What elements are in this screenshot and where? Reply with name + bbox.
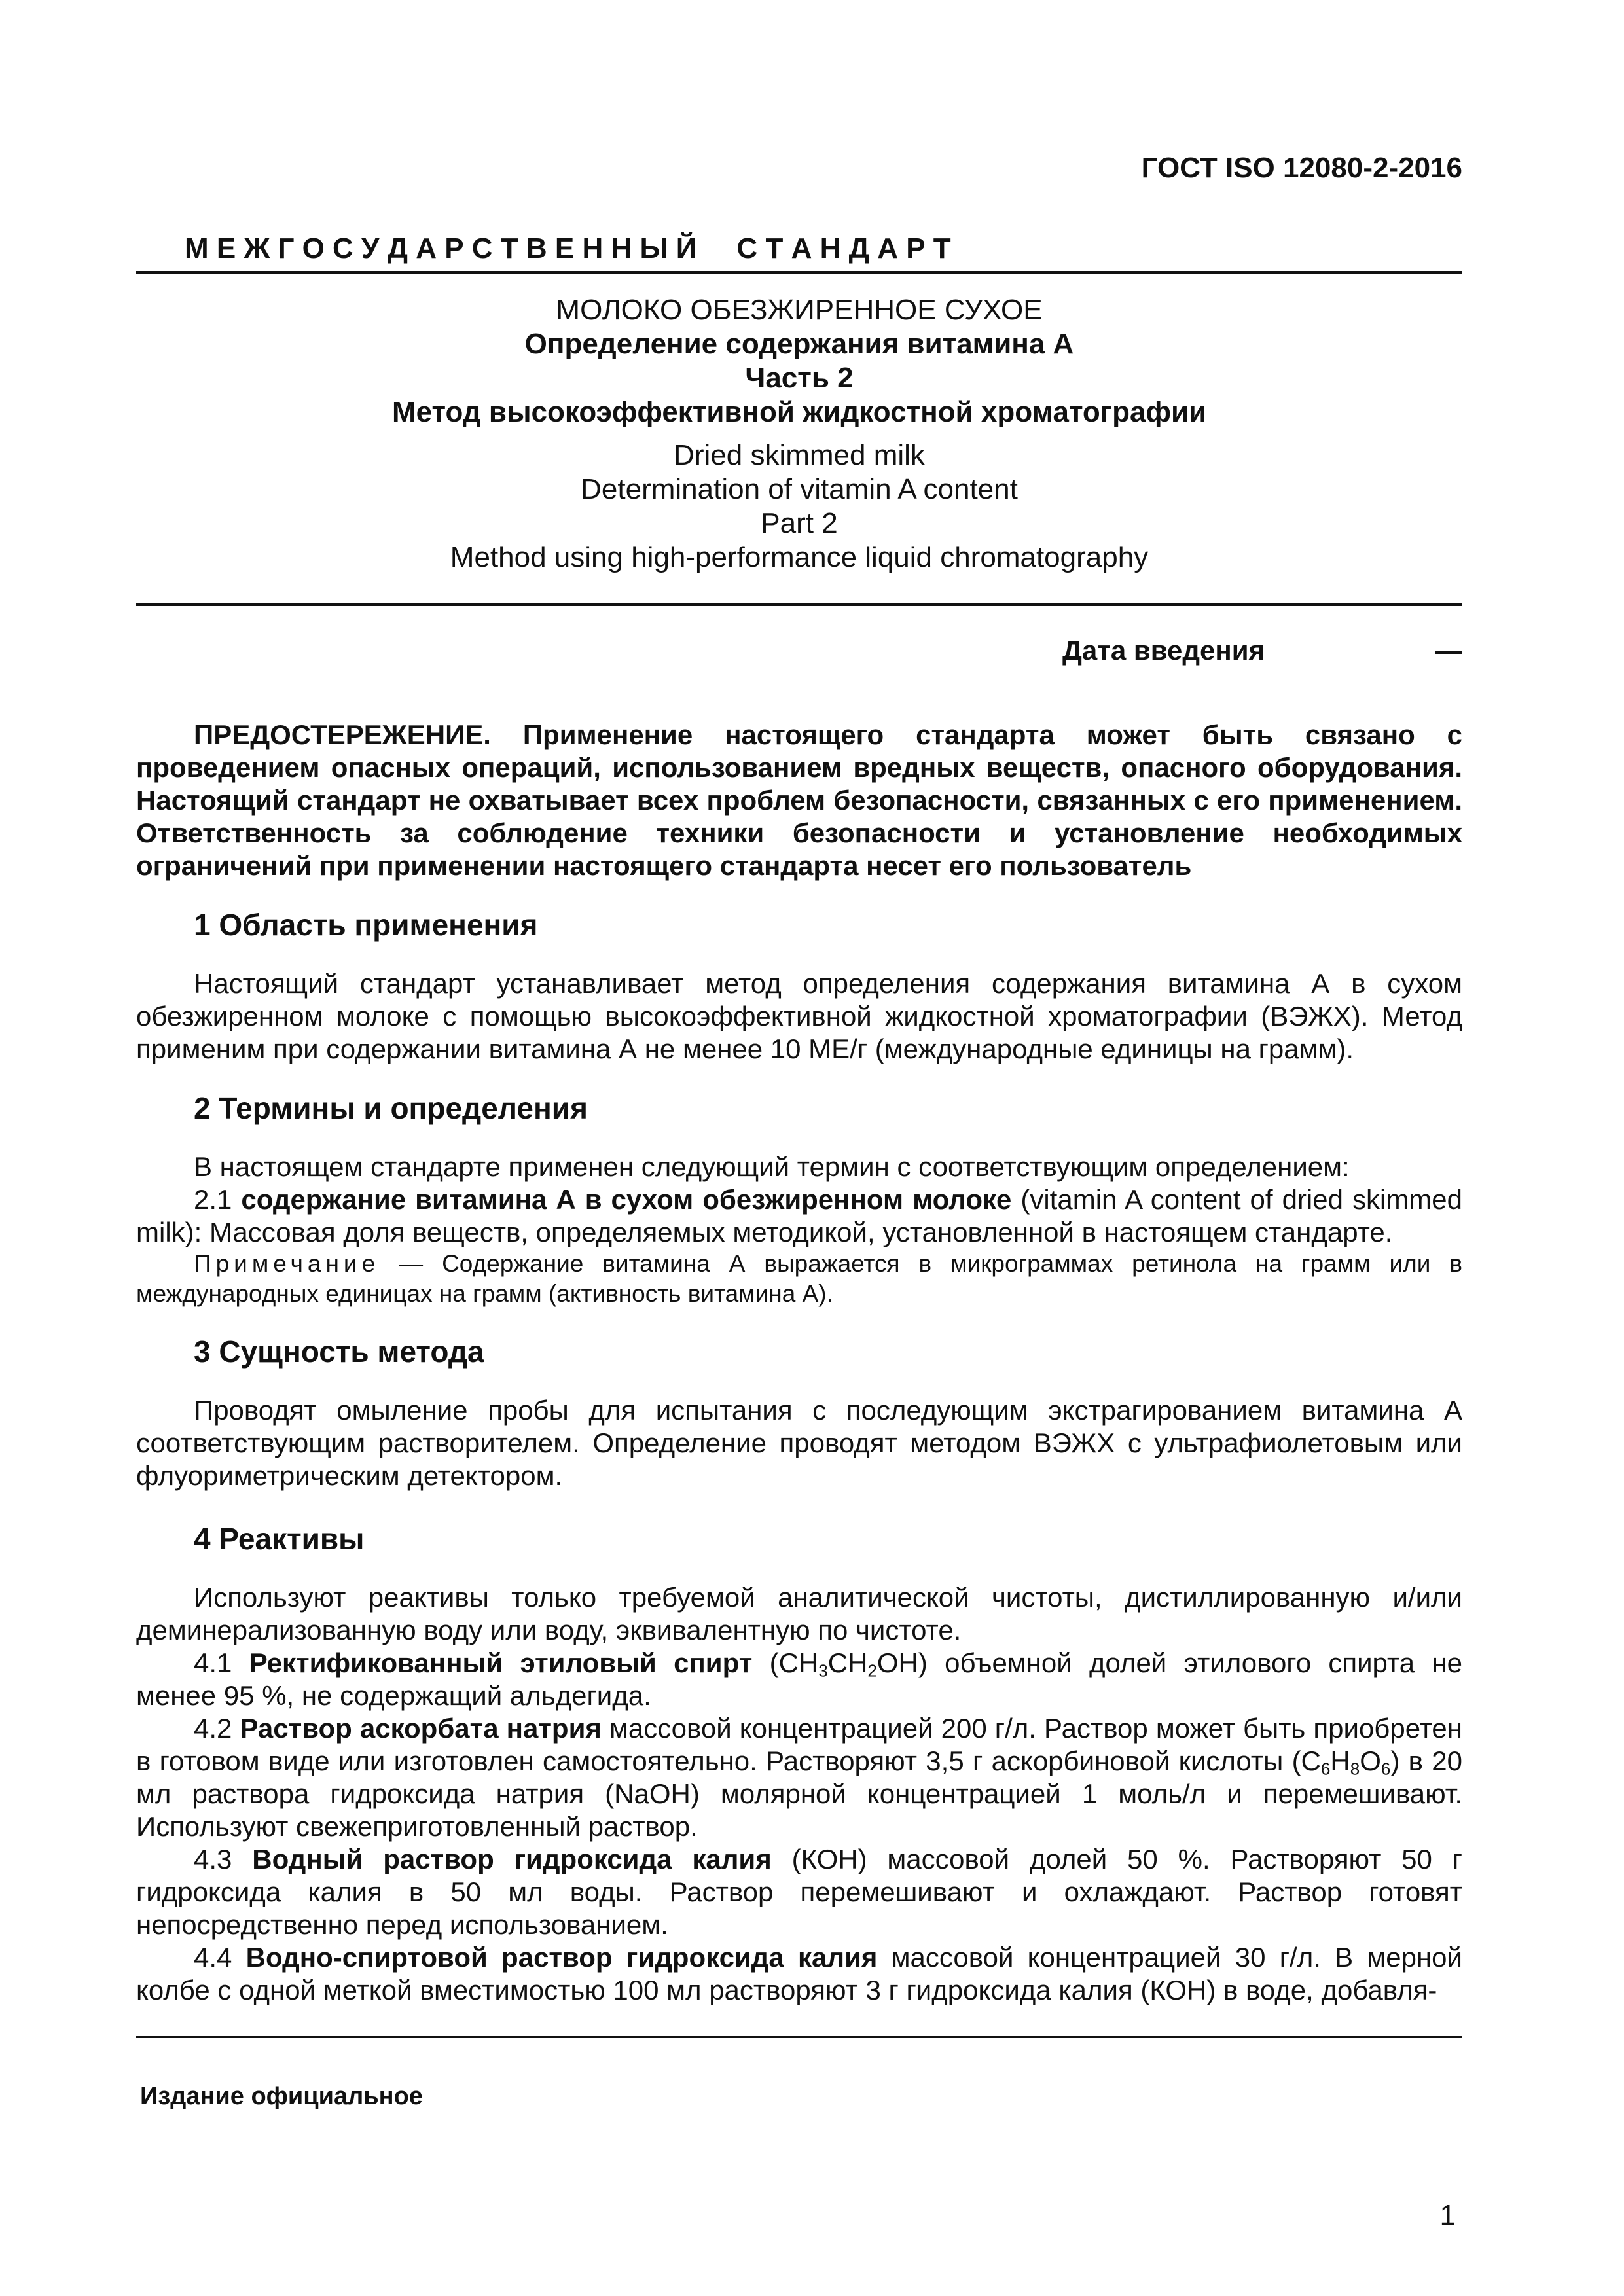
reagent-text: OH) объемной долей этилового спирта не менее 95 %, не содержащий альдегида. — [136, 1647, 1462, 1711]
section-2-intro: В настоящем стандарте применен следующий термин с соответствующим определением: — [194, 1151, 1350, 1182]
reagent-text: массовой концентрацией 30 г/л. В мерной колбе с одной меткой вместимостью 100 мл растворяют 3 г гидроксида калия (КОН) в воде, добавля- — [136, 1942, 1462, 2005]
formula-subscript: 3 — [818, 1660, 828, 1681]
section-4-heading: 4 Реактивы — [194, 1522, 365, 1556]
note-text: — Содержание витамина А выражается в микрограммах ретинола на грамм или в международных единицах на грамм (активность витамина А). — [136, 1250, 1462, 1307]
edition-note: Издание официальное — [140, 2083, 423, 2110]
reagent-4-1 — [136, 1647, 1462, 1712]
top-rule — [136, 271, 1462, 274]
title-bottom-rule — [136, 603, 1462, 606]
title-en-line1: Dried skimmed milk — [674, 439, 925, 471]
reagent-4-4 — [136, 1941, 1462, 2007]
section-3-text: Проводят омыление пробы для испытания с последующим экстрагированием витамина А соответствующим растворителем. Определение проводят методом ВЭЖХ с ультрафиолетовым или флуориметрическим детектором. — [136, 1395, 1462, 1491]
intro-date-value: — — [1435, 635, 1462, 666]
section-1-text: Настоящий стандарт устанавливает метод определения содержания витамина А в сухом обезжиренном молоке с помощью высокоэффективной жидкостной хроматографии (ВЭЖХ). Метод применим при содержании витамина А не менее 10 МЕ/г (международные единицы на грамм). — [136, 968, 1462, 1064]
section-1-heading: 1 Область применения — [194, 908, 538, 942]
footer-rule — [136, 2036, 1462, 2038]
formula-subscript: 6 — [1320, 1759, 1331, 1779]
reagent-number: 4.1 — [194, 1647, 249, 1678]
reagent-text: массовой концентрацией 200 г/л. Раствор может быть приобретен в готовом виде или изготовлен самостоятельно. Растворяют 3,5 г аскорбиновой кислоты (C — [136, 1713, 1462, 1776]
title-ru-line3: Часть 2 — [745, 362, 854, 394]
term-number: 2.1 — [194, 1184, 242, 1215]
document-body — [136, 719, 1462, 2007]
intro-date-label: Дата введения — [1062, 635, 1265, 666]
interstate-standard-heading: М Е Ж Г О С У Д А Р С Т В Е Н Н Ы Й С Т А Н Д А Р Т — [185, 232, 951, 264]
term-name: содержание витамина А в сухом обезжиренном молоке — [241, 1184, 1012, 1215]
reagent-text: ) в 20 мл раствора гидроксида натрия (NaOH) молярной концентрацией 1 моль/л и перемешивают. Используют свежеприготовленный раствор. — [136, 1746, 1462, 1842]
note-label: Примечание — [194, 1250, 380, 1277]
reagent-name: Ректификованный этиловый спирт — [249, 1647, 753, 1678]
term-definition: (vitamin A content of dried skimmed milk): Массовая доля веществ, определяемых методикой, установленной в настоящем стандарте. — [136, 1184, 1463, 1247]
document-code: ГОСТ ISO 12080-2-2016 — [1141, 152, 1462, 184]
term-2-1 — [136, 1183, 1462, 1249]
reagent-4-3 — [136, 1843, 1462, 1941]
reagent-text: (КОН) массовой долей 50 %. Растворяют 50 г гидроксида калия в 50 мл воды. Раствор перемешивают и охлаждают. Раствор готовят непосредственно перед использованием. — [136, 1844, 1463, 1940]
document-page — [136, 0, 1462, 2296]
title-en-line4: Method using high-performance liquid chromatography — [450, 541, 1149, 573]
page-number: 1 — [1439, 2199, 1456, 2231]
reagent-name: Водный раствор гидроксида калия — [252, 1844, 772, 1874]
reagent-text: H — [1330, 1746, 1350, 1776]
reagent-text: O — [1360, 1746, 1381, 1776]
reagent-number: 4.3 — [194, 1844, 253, 1874]
reagent-4-2 — [136, 1712, 1462, 1843]
reagent-text: CH — [827, 1647, 868, 1678]
section-4-intro: Используют реактивы только требуемой аналитической чистоты, дистиллированную и/или деминерализованную воду или воду, эквивалентную по чистоте. — [136, 1582, 1462, 1645]
title-en-line2: Determination of vitamin A content — [581, 473, 1018, 505]
title-ru-line1: МОЛОКО ОБЕЗЖИРЕННОЕ СУХОЕ — [556, 294, 1043, 326]
reagent-number: 4.2 — [194, 1713, 240, 1744]
title-ru-line2: Определение содержания витамина А — [524, 328, 1074, 360]
note-paragraph — [136, 1249, 1462, 1309]
formula-subscript: 8 — [1350, 1759, 1360, 1779]
formula-subscript: 6 — [1380, 1759, 1391, 1779]
title-en-line3: Part 2 — [761, 507, 838, 539]
reagent-name: Раствор аскорбата натрия — [240, 1713, 602, 1744]
title-block — [136, 293, 1462, 575]
title-ru-line4: Метод высокоэффективной жидкостной хроматографии — [391, 396, 1207, 428]
section-2-heading: 2 Термины и определения — [194, 1091, 588, 1125]
formula-subscript: 2 — [867, 1660, 877, 1681]
reagent-text: (CH — [752, 1647, 819, 1678]
warning-paragraph: ПРЕДОСТЕРЕЖЕНИЕ. Применение настоящего стандарта может быть связано с проведением опасных операций, использованием вредных веществ, опасного оборудования. Настоящий стандарт не охватывает всех проблем безопасности, связанных с его применением. Ответственность за соблюдение техники безопасности и установление необходимых ограничений при применении настоящего стандарта несет его пользователь — [136, 719, 1462, 881]
reagent-name: Водно-спиртовой раствор гидроксида калия — [245, 1942, 878, 1973]
section-3-heading: 3 Сущность метода — [194, 1335, 484, 1369]
reagent-number: 4.4 — [194, 1942, 246, 1973]
